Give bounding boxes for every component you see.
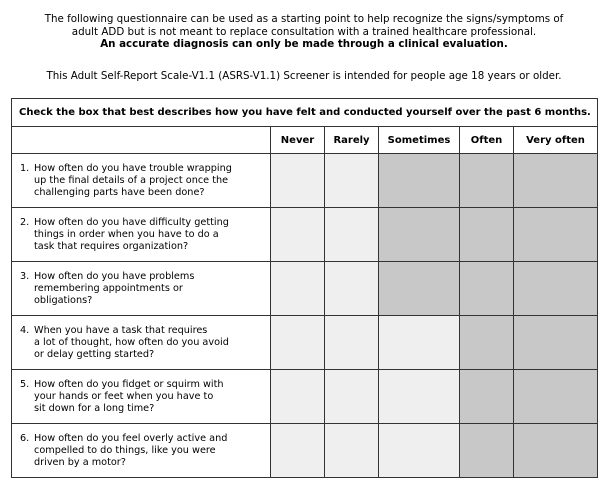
answer-box-never[interactable] [271, 316, 325, 370]
answer-box-never[interactable] [271, 370, 325, 424]
answer-box-rarely[interactable] [325, 370, 379, 424]
question-text [12, 316, 271, 370]
question-line: compelled to do things, like you were [34, 444, 216, 456]
answer-box-rarely[interactable] [325, 424, 379, 478]
answer-box-rarely[interactable] [325, 208, 379, 262]
answer-box-sometimes[interactable] [379, 262, 460, 316]
question-row [12, 424, 598, 478]
question-text [12, 370, 271, 424]
header-sometimes: Sometimes [379, 127, 460, 154]
header-very-often: Very often [514, 127, 598, 154]
answer-box-never[interactable] [271, 154, 325, 208]
answer-box-very-often[interactable] [514, 208, 598, 262]
question-row [12, 154, 598, 208]
intro-line-1: The following questionnaire can be used as a starting point to help recognize the signs/symptoms of [44, 13, 564, 25]
answer-box-often[interactable] [460, 370, 514, 424]
question-line: a lot of thought, how often do you avoid [34, 336, 229, 348]
answer-box-often[interactable] [460, 208, 514, 262]
question-body [12, 154, 598, 478]
asrs-table [11, 98, 598, 478]
question-number: 3. [20, 270, 30, 282]
question-text [12, 154, 271, 208]
header-row [12, 127, 598, 154]
question-line: things in order when you have to do a [34, 228, 219, 240]
intro-line-3: An accurate diagnosis can only be made through a clinical evaluation. [100, 38, 508, 50]
question-line: When you have a task that requires [34, 324, 208, 336]
question-line: sit down for a long time? [34, 402, 155, 414]
answer-box-rarely[interactable] [325, 262, 379, 316]
intro-text [0, 13, 608, 51]
question-line: or delay getting started? [34, 348, 155, 360]
answer-box-often[interactable] [460, 424, 514, 478]
question-line: your hands or feet when you have to [34, 390, 214, 402]
answer-box-very-often[interactable] [514, 154, 598, 208]
answer-box-never[interactable] [271, 208, 325, 262]
answer-box-rarely[interactable] [325, 316, 379, 370]
answer-box-never[interactable] [271, 262, 325, 316]
question-line: How often do you feel overly active and [34, 432, 228, 444]
answer-box-often[interactable] [460, 316, 514, 370]
answer-box-sometimes[interactable] [379, 208, 460, 262]
question-line: How often do you have problems [34, 270, 195, 282]
question-line: driven by a motor? [34, 456, 126, 468]
answer-box-sometimes[interactable] [379, 424, 460, 478]
question-line: up the final details of a project once the [34, 174, 229, 186]
answer-box-often[interactable] [460, 262, 514, 316]
question-line: How often do you fidget or squirm with [34, 378, 224, 390]
question-line: remembering appointments or [34, 282, 183, 294]
question-number: 6. [20, 432, 30, 444]
question-text [12, 262, 271, 316]
question-number: 4. [20, 324, 30, 336]
question-line: challenging parts have been done? [34, 186, 205, 198]
question-line: How often do you have trouble wrapping [34, 162, 232, 174]
question-row [12, 262, 598, 316]
question-row [12, 316, 598, 370]
answer-box-very-often[interactable] [514, 262, 598, 316]
answer-box-very-often[interactable] [514, 370, 598, 424]
answer-box-sometimes[interactable] [379, 154, 460, 208]
question-line: task that requires organization? [34, 240, 189, 252]
header-never: Never [271, 127, 325, 154]
question-row [12, 370, 598, 424]
intro-line-2: adult ADD but is not meant to replace consultation with a trained healthcare professional. [71, 25, 537, 38]
answer-box-very-often[interactable] [514, 424, 598, 478]
answer-box-often[interactable] [460, 154, 514, 208]
header-blank [12, 127, 271, 154]
question-number: 2. [20, 216, 30, 228]
instruction-row [12, 99, 598, 127]
question-line: How often do you have difficulty getting [34, 216, 229, 228]
answer-box-never[interactable] [271, 424, 325, 478]
question-number: 5. [20, 378, 30, 390]
answer-box-rarely[interactable] [325, 154, 379, 208]
answer-box-very-often[interactable] [514, 316, 598, 370]
scope-text: This Adult Self-Report Scale-V1.1 (ASRS-V1.1) Screener is intended for people age 18 years or older. [46, 70, 562, 82]
instruction-text: Check the box that best describes how you have felt and conducted yourself over the past 6 months. [12, 99, 598, 127]
question-row [12, 208, 598, 262]
header-rarely: Rarely [325, 127, 379, 154]
question-text [12, 208, 271, 262]
answer-box-sometimes[interactable] [379, 370, 460, 424]
question-number: 1. [20, 162, 30, 174]
question-text [12, 424, 271, 478]
header-often: Often [460, 127, 514, 154]
answer-box-sometimes[interactable] [379, 316, 460, 370]
question-line: obligations? [34, 294, 93, 306]
